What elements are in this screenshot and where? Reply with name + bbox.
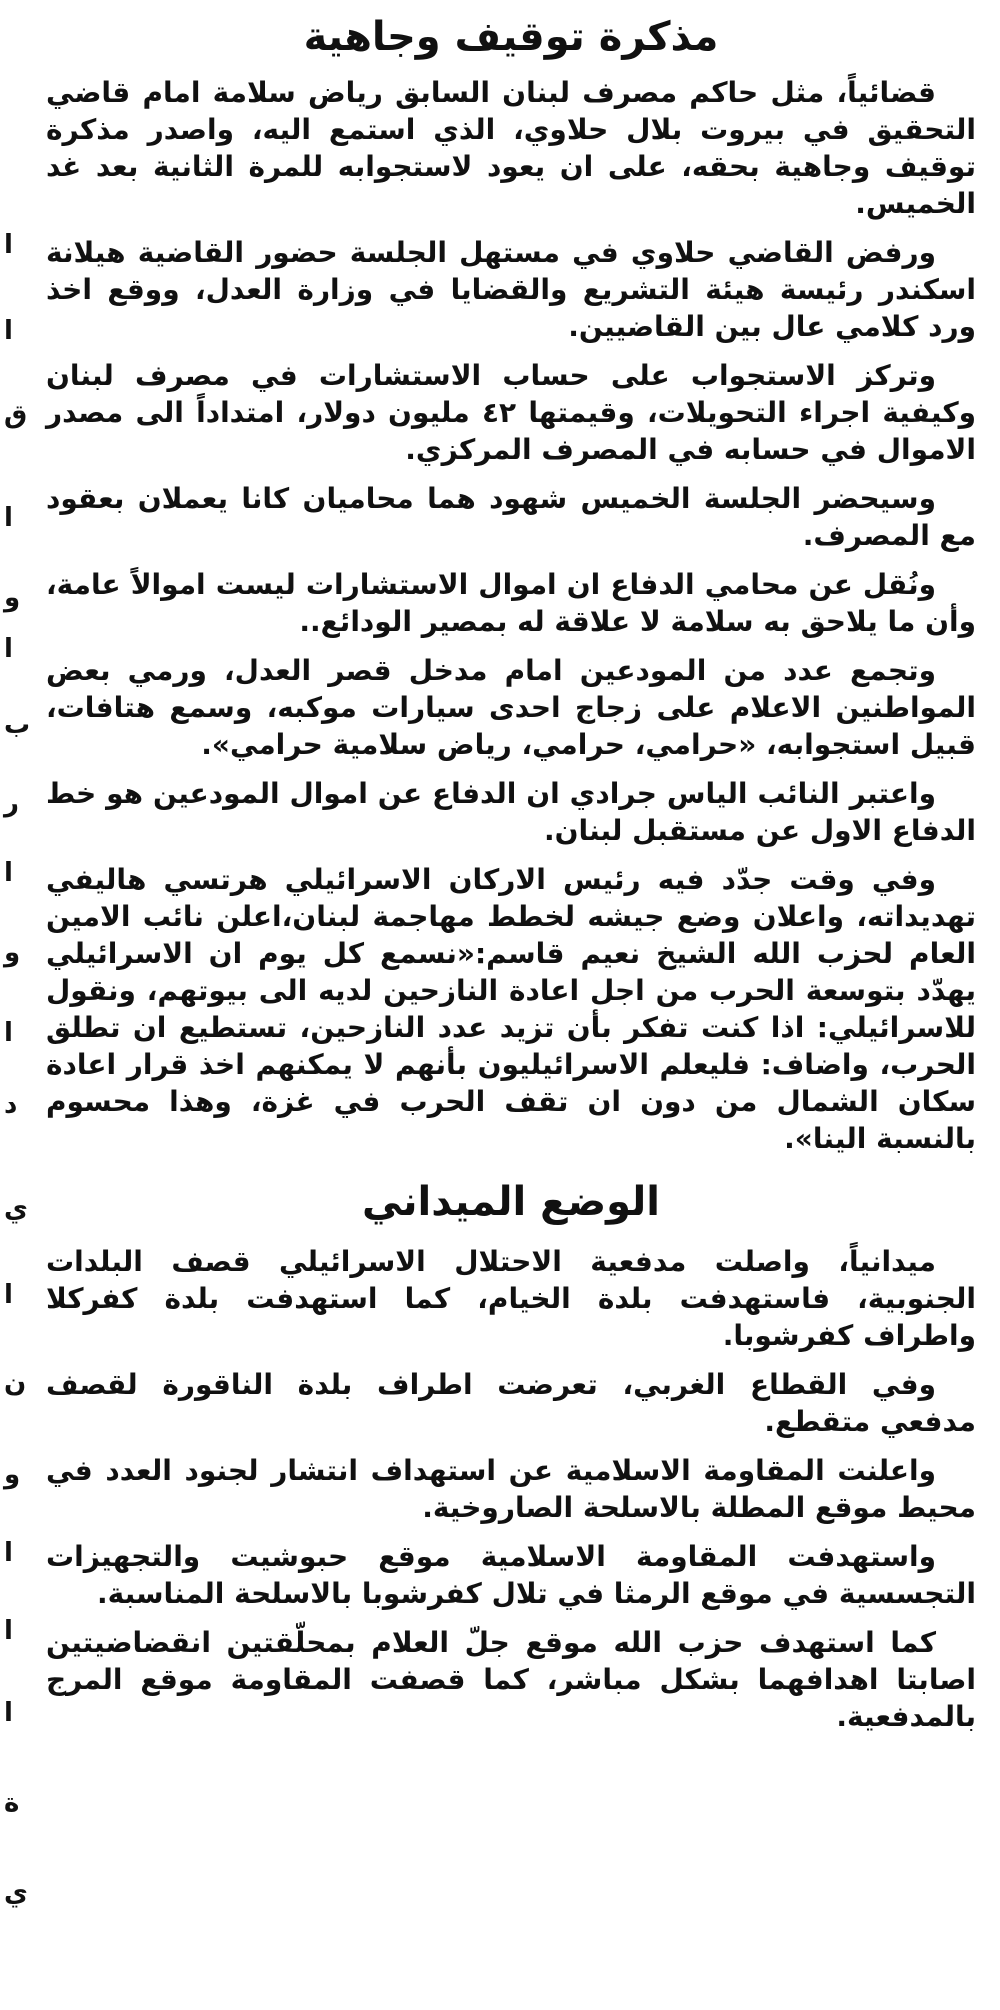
- edge-glyph: و: [4, 583, 21, 613]
- article-paragraph: ورفض القاضي حلاوي في مستهل الجلسة حضور القاضية هيلانة اسكندر رئيسة هيئة التشريع والقضايا في وزارة العدل، ووقع اخذ ورد كلامي عال بين القاضيين.: [46, 236, 976, 343]
- section-body: [46, 1243, 976, 1735]
- edge-glyph: د: [4, 1090, 18, 1120]
- section-heading: الوضع الميداني: [362, 1179, 660, 1225]
- article-paragraph: وتركز الاستجواب على حساب الاستشارات في مصرف لبنان وكيفية اجراء التحويلات، وقيمتها ٤٢ مليون دولار، امتداداً الى مصدر الاموال في حسابه في المصرف المركزي.: [46, 359, 977, 466]
- edge-glyph: و: [4, 1460, 21, 1490]
- edge-glyph: ا: [4, 1538, 13, 1568]
- article-column: [46, 0, 976, 1747]
- section-paragraph: وفي القطاع الغربي، تعرضت اطراف بلدة الناقورة لقصف مدفعي متقطع.: [46, 1368, 976, 1438]
- article-paragraph: وتجمع عدد من المودعين امام مدخل قصر العدل، ورمي بعض المواطنين الاعلام على زجاج احدى سيارات موكبه، وسمع هتافات، قبيل استجوابه، «حرامي، حرامي، رياض سلامية حرامي».: [46, 654, 976, 761]
- edge-glyph: ق: [4, 400, 28, 430]
- edge-glyph: ا: [4, 1698, 13, 1728]
- edge-glyph: ا: [4, 1616, 13, 1646]
- article-paragraph: واعتبر النائب الياس جرادي ان الدفاع عن اموال المودعين هو خط الدفاع الاول عن مستقبل لبنان.: [46, 777, 976, 847]
- article-headline: مذكرة توقيف وجاهية: [303, 14, 719, 60]
- edge-glyph: ي: [4, 1878, 28, 1908]
- edge-glyph: ا: [4, 316, 13, 346]
- article-paragraph: وسيحضر الجلسة الخميس شهود هما محاميان كانا يعملان بعقود مع المصرف.: [46, 482, 976, 552]
- edge-glyph: ي: [4, 1194, 28, 1224]
- edge-glyph: ا: [4, 858, 13, 888]
- adjacent-column-edge: [0, 0, 31, 2010]
- article-paragraph: ونُقل عن محامي الدفاع ان اموال الاستشارات ليست اموالاً عامة، وأن ما يلاحق به سلامة لا علاقة له بمصير الودائع..: [46, 568, 976, 638]
- article-paragraph: وفي وقت جدّد فيه رئيس الاركان الاسرائيلي هرتسي هاليفي تهديداته، واعلان وضع جيشه لخطط مهاجمة لبنان،اعلن نائب الامين العام لحزب الله الشيخ نعيم قاسم:«نسمع كل يوم ان الاسرائيلي يهدّد بتوسعة الحرب من اجل اعادة النازحين لديه الى بيوتهم، ونقول للاسرائيلي: اذا كنت تفكر بأن تزيد عدد النازحين، تستطيع ان تطلق الحرب، واضاف: فليعلم الاسرائيليون بأنهم لا يمكنهم اخذ قرار اعادة سكان الشمال من دون ان تقف الحرب في غزة، وهذا محسوم بالنسبة الينا».: [46, 863, 976, 1155]
- article-body: [46, 74, 976, 1157]
- edge-glyph: ا: [4, 503, 13, 533]
- section-paragraph: واستهدفت المقاومة الاسلامية موقع حبوشيت والتجهيزات التجسسية في موقع الرمثا في تلال كفرشوبا بالاسلحة المناسبة.: [46, 1540, 976, 1610]
- edge-glyph: ن: [4, 1368, 27, 1398]
- edge-glyph: ة: [4, 1788, 20, 1818]
- edge-glyph: ر: [4, 788, 19, 818]
- section-paragraph: ميدانياً، واصلت مدفعية الاحتلال الاسرائيلي قصف البلدات الجنوبية، فاستهدفت بلدة الخيام، كما استهدفت بلدة كفركلا واطراف كفرشوبا.: [46, 1245, 976, 1352]
- cropped-top-line: [46, 0, 976, 8]
- edge-glyph: ا: [4, 1280, 13, 1310]
- edge-glyph: ب: [4, 710, 31, 740]
- section-paragraph: واعلنت المقاومة الاسلامية عن استهداف انتشار لجنود العدد في محيط موقع المطلة بالاسلحة الصاروخية.: [46, 1454, 976, 1524]
- article-paragraph: قضائياً، مثل حاكم مصرف لبنان السابق رياض سلامة امام قاضي التحقيق في بيروت بلال حلاوي، الذي استمع اليه، واصدر مذكرة توقيف وجاهية بحقه، على ان يعود لاستجوابه للمرة الثانية بعد غد الخميس.: [46, 76, 976, 220]
- edge-glyph: ا: [4, 230, 13, 260]
- section-paragraph: كما استهدف حزب الله موقع جلّ العلام بمحلّقتين انقضاضيتين اصابتا اهدافهما بشكل مباشر، كما قصفت المقاومة موقع المرج بالمدفعية.: [46, 1626, 976, 1733]
- edge-glyph: ا: [4, 634, 13, 664]
- edge-glyph: ا: [4, 1018, 13, 1048]
- edge-glyph: و: [4, 938, 21, 968]
